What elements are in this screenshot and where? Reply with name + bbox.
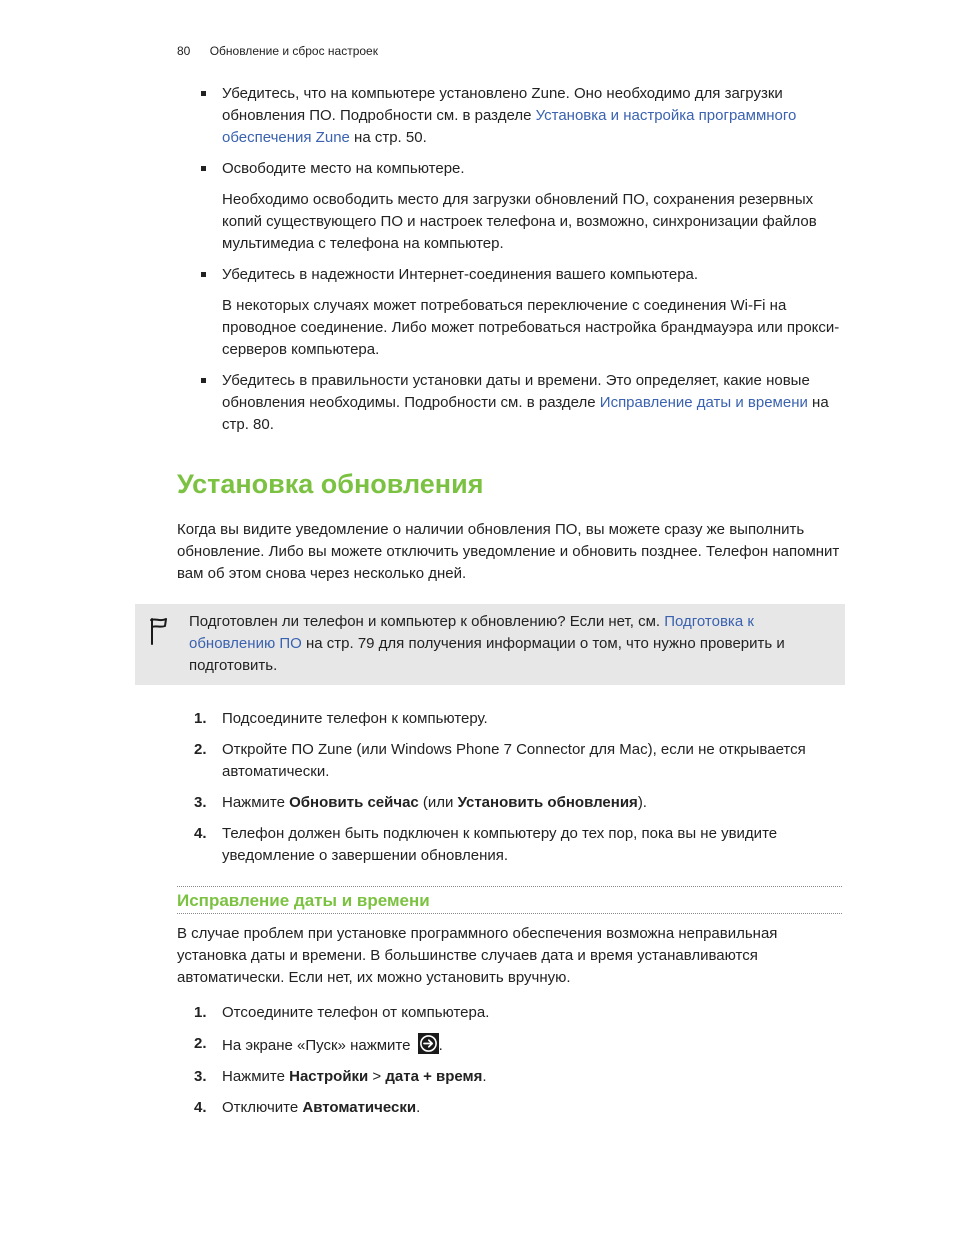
arrow-right-circle-icon bbox=[418, 1033, 439, 1054]
step-number: 4. bbox=[194, 1099, 207, 1116]
bullet-detail: В некоторых случаях может потребоваться переключение с соединения Wi-Fi на проводное соединение. Либо может потребоваться настройка брандмауэра или прокси-серверов компьютера. bbox=[222, 297, 840, 358]
bullet-detail: Необходимо освободить место для загрузки обновлений ПО, сохранения резервных копий существующего ПО и настроек телефона и, возможно, синхронизации файлов мультимедиа с телефона на компьютер. bbox=[222, 191, 817, 252]
step-item: 4. Отключите Автоматически. bbox=[0, 1097, 844, 1119]
link-prepare-update[interactable]: Подготовка к обновлению ПО bbox=[189, 613, 754, 652]
step-item: 3. Нажмите Настройки > дата + время. bbox=[0, 1066, 844, 1088]
section-intro: Когда вы видите уведомление о наличии обновления ПО, вы можете сразу же выполнить обновление. Либо вы можете отключить уведомление и обновить позднее. Телефон напомнит вам об этом снова через несколько дней. bbox=[177, 521, 840, 582]
step-item: 4. Телефон должен быть подключен к компьютеру до тех пор, пока вы не увидите уведомление о завершении обновления. bbox=[194, 825, 778, 864]
divider bbox=[177, 886, 842, 887]
step-item: 2. На экране «Пуск» нажмите . bbox=[194, 1035, 443, 1054]
install-steps bbox=[0, 708, 954, 876]
bullet-icon bbox=[201, 166, 206, 171]
list-item: Убедитесь в надежности Интернет-соединения вашего компьютера. В некоторых случаях может потребоваться переключение с соединения Wi-Fi на проводное соединение. Либо может потребоваться настройка брандмауэра или прокси-серверов компьютера. bbox=[0, 264, 844, 361]
bullet-icon bbox=[201, 272, 206, 277]
list-item: Убедитесь в правильности установки даты и времени. Это определяет, какие новые обновления необходимы. Подробности см. в разделе Исправление даты и времени на стр. 80. bbox=[0, 370, 844, 436]
flag-icon bbox=[148, 616, 168, 646]
running-header bbox=[177, 44, 378, 58]
note-box bbox=[135, 604, 845, 685]
chapter-title: Обновление и сброс настроек bbox=[209, 44, 378, 58]
section-title: Установка обновления bbox=[177, 469, 484, 499]
divider bbox=[177, 913, 842, 914]
step-number: 1. bbox=[194, 710, 207, 727]
bullet-icon bbox=[201, 91, 206, 96]
step-item: 2. Откройте ПО Zune (или Windows Phone 7 Connector для Mac), если не открывается автоматически. bbox=[194, 741, 806, 780]
step-number: 4. bbox=[194, 825, 207, 842]
subsection-text: В случае проблем при установке программного обеспечения возможна неправильная установка даты и времени. В большинстве случаев дата и время устанавливаются автоматически. Если нет, их можно установить вручную. bbox=[177, 925, 778, 986]
step-number: 2. bbox=[194, 741, 207, 758]
date-time-steps bbox=[0, 1002, 954, 1128]
list-item: Освободите место на компьютере. Необходимо освободить место для загрузки обновлений ПО, сохранения резервных копий существующего ПО и настроек телефона и, возможно, синхронизации файлов мультимедиа с телефона на компьютер. bbox=[0, 158, 844, 255]
bullet-icon bbox=[201, 378, 206, 383]
subsection-title: Исправление даты и времени bbox=[177, 891, 430, 910]
step-item: 3. Нажмите Обновить сейчас (или Установить обновления). bbox=[0, 792, 844, 814]
step-number: 3. bbox=[194, 794, 207, 811]
step-item: 1. Отсоедините телефон от компьютера. bbox=[0, 1002, 844, 1024]
page-number: 80 bbox=[177, 44, 191, 58]
list-item: Убедитесь, что на компьютере установлено Zune. Оно необходимо для загрузки обновления ПО. Подробности см. в разделе Установка и настройка программного обеспечения Zune на стр. 50. bbox=[0, 83, 844, 149]
step-number: 2. bbox=[194, 1035, 207, 1052]
step-number: 1. bbox=[194, 1004, 207, 1021]
note-text: Подготовлен ли телефон и компьютер к обновлению? Если нет, см. Подготовка к обновлению ПО на стр. 79 для получения информации о том, что нужно проверить и подготовить. bbox=[189, 613, 785, 674]
link-zune-setup[interactable]: Установка и настройка программного обеспечения Zune bbox=[222, 107, 797, 146]
link-date-time[interactable]: Исправление даты и времени bbox=[599, 394, 808, 411]
step-item: 1. Подсоедините телефон к компьютеру. bbox=[0, 708, 844, 730]
prerequisites-list bbox=[0, 83, 954, 445]
step-number: 3. bbox=[194, 1068, 207, 1085]
